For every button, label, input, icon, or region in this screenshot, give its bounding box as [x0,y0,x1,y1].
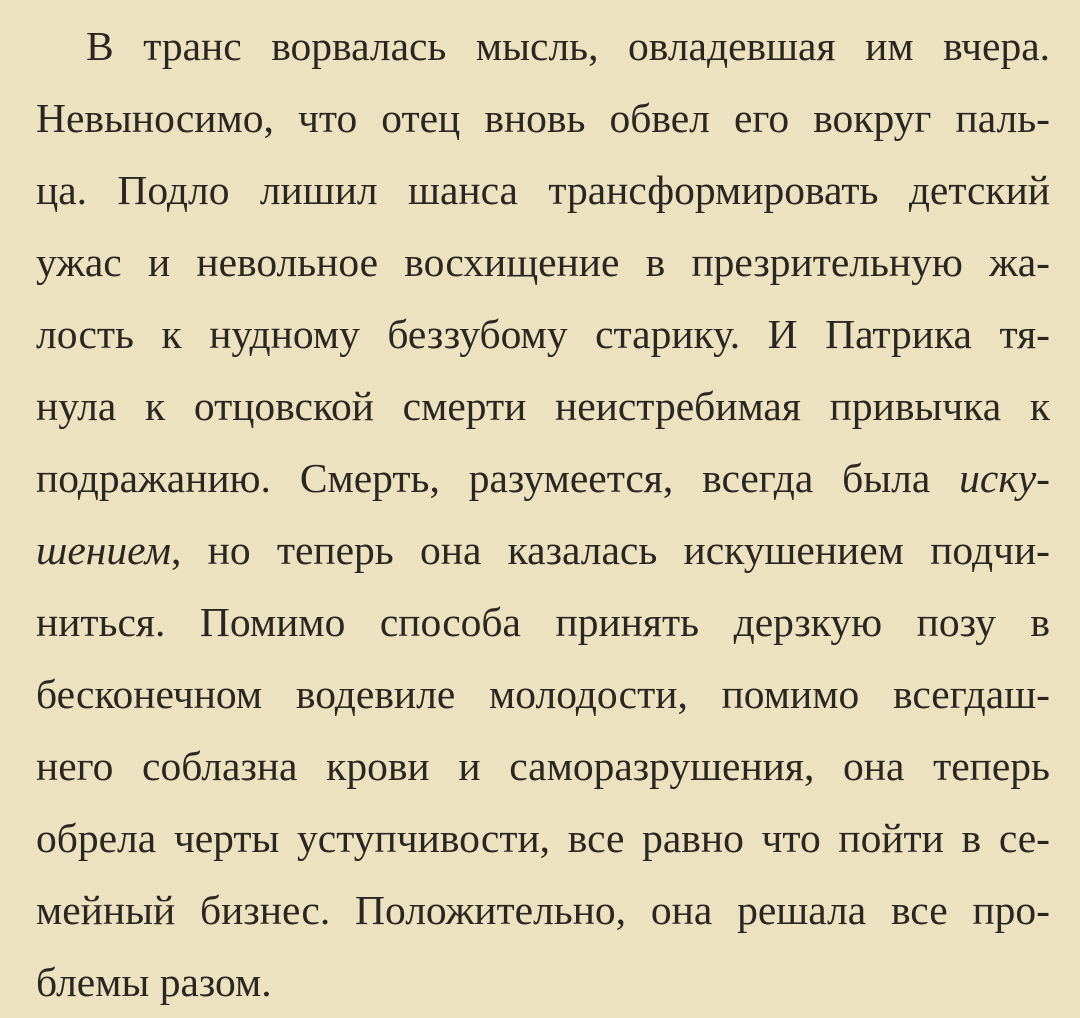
italic-word: иску- [959,455,1050,501]
text-line: блемы разом. [36,959,272,1005]
text-line: ниться. Помимо способа принять дерзкую позу в [36,599,1050,645]
text-line: обрела черты уступчивости, все равно что пойти в се- [36,815,1050,861]
paragraph [36,10,1050,1018]
text-line: лость к нудному беззубому старику. И Патрика тя- [36,311,1050,357]
italic-word: шением [36,527,171,573]
text-line: мейный бизнес. Положительно, она решала все про- [36,887,1050,933]
text-line: ужас и невольное восхищение в презрительную жа- [36,239,1050,285]
text-line: шением, но теперь она казалась искушением подчи- [36,527,1050,573]
text-line: бесконечном водевиле молодости, помимо всегдаш- [36,671,1050,717]
text-line: Невыносимо, что отец вновь обвел его вокруг паль- [36,95,1050,141]
text-line: нула к отцовской смерти неистребимая привычка к [36,383,1050,429]
text-line: ца. Подло лишил шанса трансформировать детский [36,167,1050,213]
text-line: него соблазна крови и саморазрушения, она теперь [36,743,1050,789]
text-line: подражанию. Смерть, разумеется, всегда была иску- [36,455,1050,501]
text-line: В транс ворвалась мысль, овладевшая им вчера. [86,23,1050,69]
